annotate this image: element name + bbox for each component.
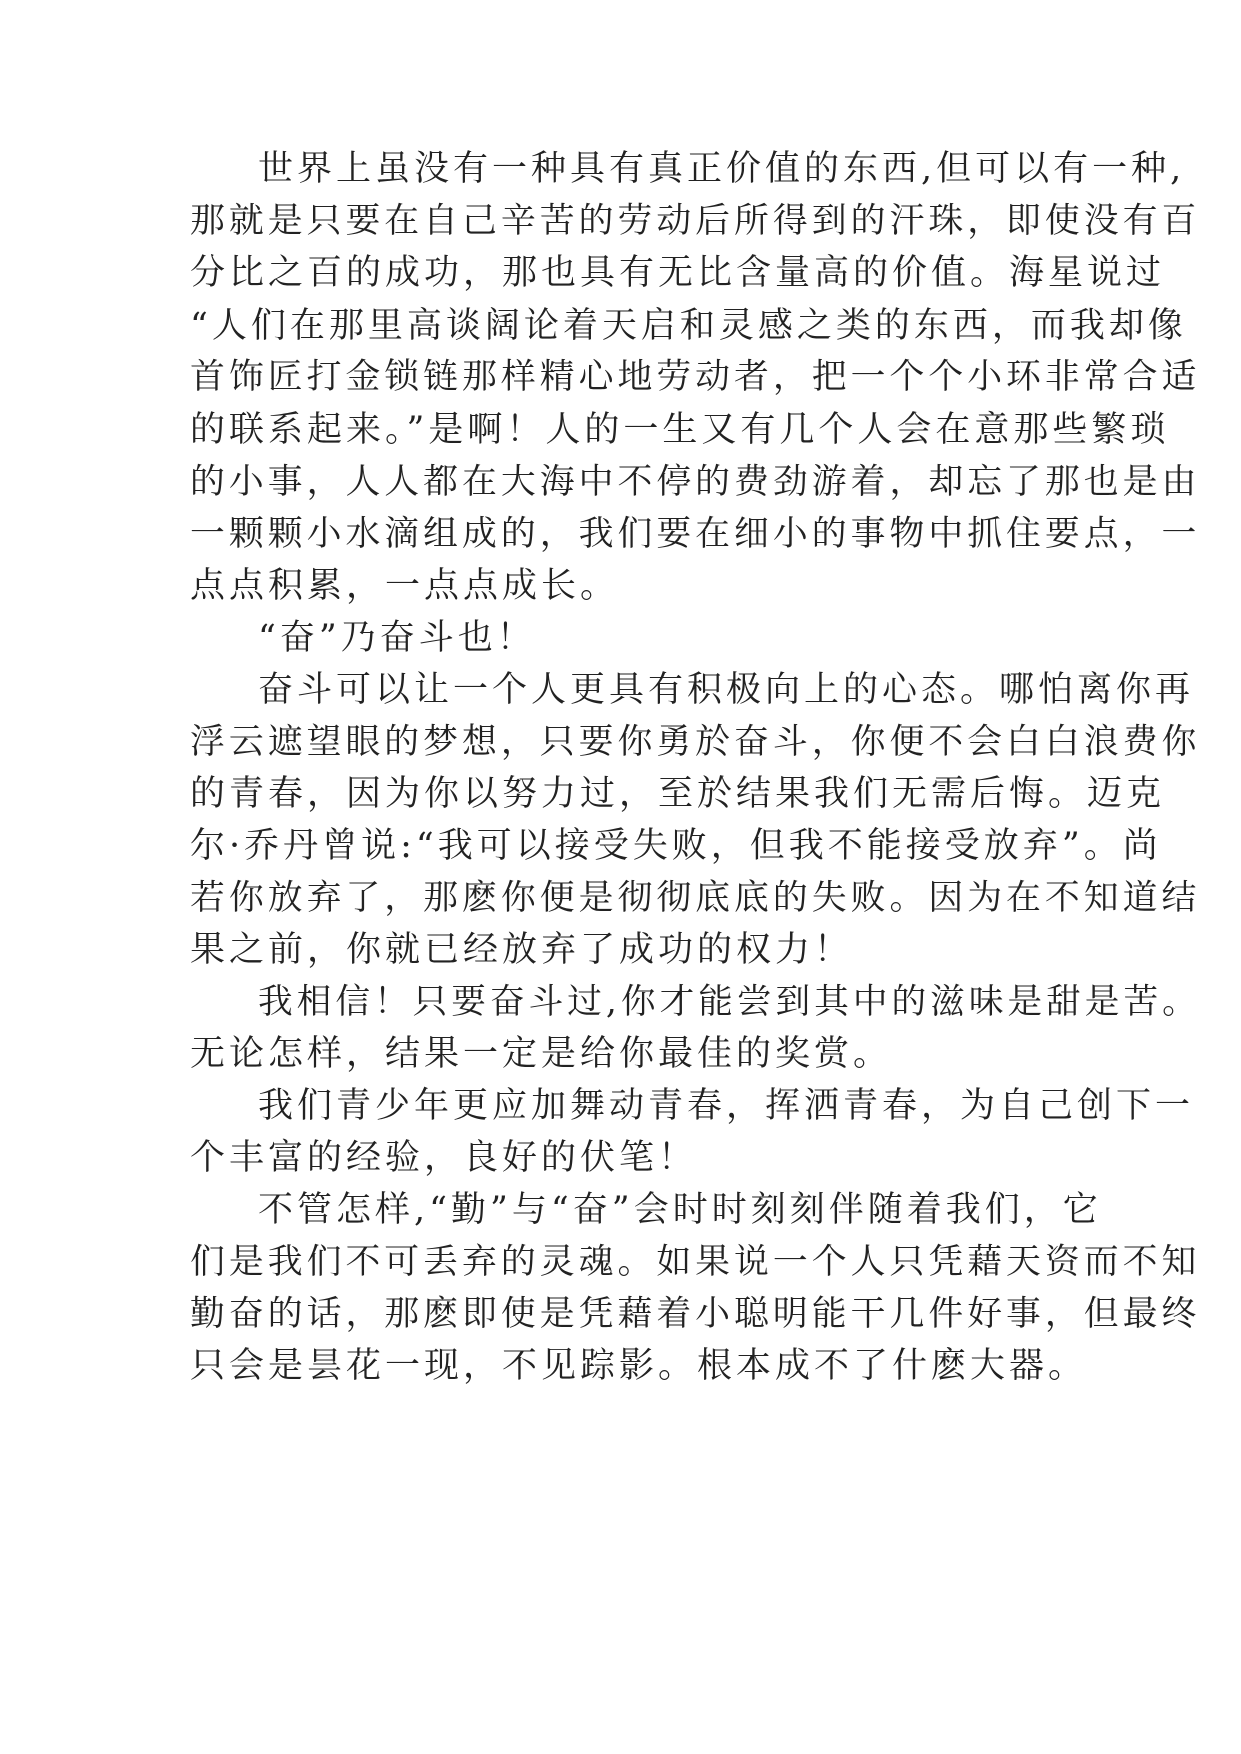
text-line: 分比之百的成功，那也具有无比含量高的价值。海星说过 bbox=[190, 253, 1166, 293]
text-line: 世界上虽没有一种具有真正价值的东西,但可以有一种, bbox=[258, 149, 1186, 189]
text-line: 勤奋的话，那麽即使是凭藉着小聪明能干几件好事，但最终 bbox=[190, 1294, 1201, 1334]
text-line: 果之前，你就已经放弃了成功的权力！ bbox=[190, 930, 854, 970]
text-line: 的青春，因为你以努力过，至於结果我们无需后悔。迈克 bbox=[190, 774, 1166, 814]
text-line: 尔·乔丹曾说:“我可以接受失败，但我不能接受放弃”。尚 bbox=[190, 826, 1162, 866]
text-line: 我们青少年更应加舞动青春，挥洒青春，为自己创下一 bbox=[258, 1086, 1195, 1126]
text-line: 个丰富的经验，良好的伏笔！ bbox=[190, 1138, 698, 1178]
text-line: 奋斗可以让一个人更具有积极向上的心态。哪怕离你再 bbox=[258, 670, 1195, 710]
text-line: 的小事，人人都在大海中不停的费劲游着，却忘了那也是由 bbox=[190, 462, 1201, 502]
text-line: 那就是只要在自己辛苦的劳动后所得到的汗珠，即使没有百 bbox=[190, 201, 1201, 241]
text-line: 我相信！只要奋斗过,你才能尝到其中的滋味是甜是苦。 bbox=[258, 982, 1201, 1022]
text-line: 们是我们不可丢弃的灵魂。如果说一个人只凭藉天资而不知 bbox=[190, 1242, 1201, 1282]
text-line: 无论怎样，结果一定是给你最佳的奖赏。 bbox=[190, 1034, 893, 1074]
text-line: 的联系起来。”是啊！人的一生又有几个人会在意那些繁琐 bbox=[190, 410, 1170, 450]
text-line: 不管怎样,“勤”与“奋”会时时刻刻伴随着我们，它 bbox=[258, 1190, 1102, 1230]
text-line: 只会是昙花一现，不见踪影。根本成不了什麽大器。 bbox=[190, 1346, 1088, 1386]
text-line: 浮云遮望眼的梦想，只要你勇於奋斗，你便不会白白浪费你 bbox=[190, 722, 1201, 762]
text-line: 若你放弃了，那麽你便是彻彻底底的失败。因为在不知道结 bbox=[190, 878, 1201, 918]
text-line: “奋”乃奋斗也！ bbox=[258, 618, 536, 658]
text-line: 一颗颗小水滴组成的，我们要在细小的事物中抓住要点，一 bbox=[190, 514, 1201, 554]
text-line: 首饰匠打金锁链那样精心地劳动者，把一个个小环非常合适 bbox=[190, 357, 1201, 397]
text-line: “人们在那里高谈阔论着天启和灵感之类的东西，而我却像 bbox=[190, 306, 1187, 346]
text-line: 点点积累，一点点成长。 bbox=[190, 566, 620, 606]
